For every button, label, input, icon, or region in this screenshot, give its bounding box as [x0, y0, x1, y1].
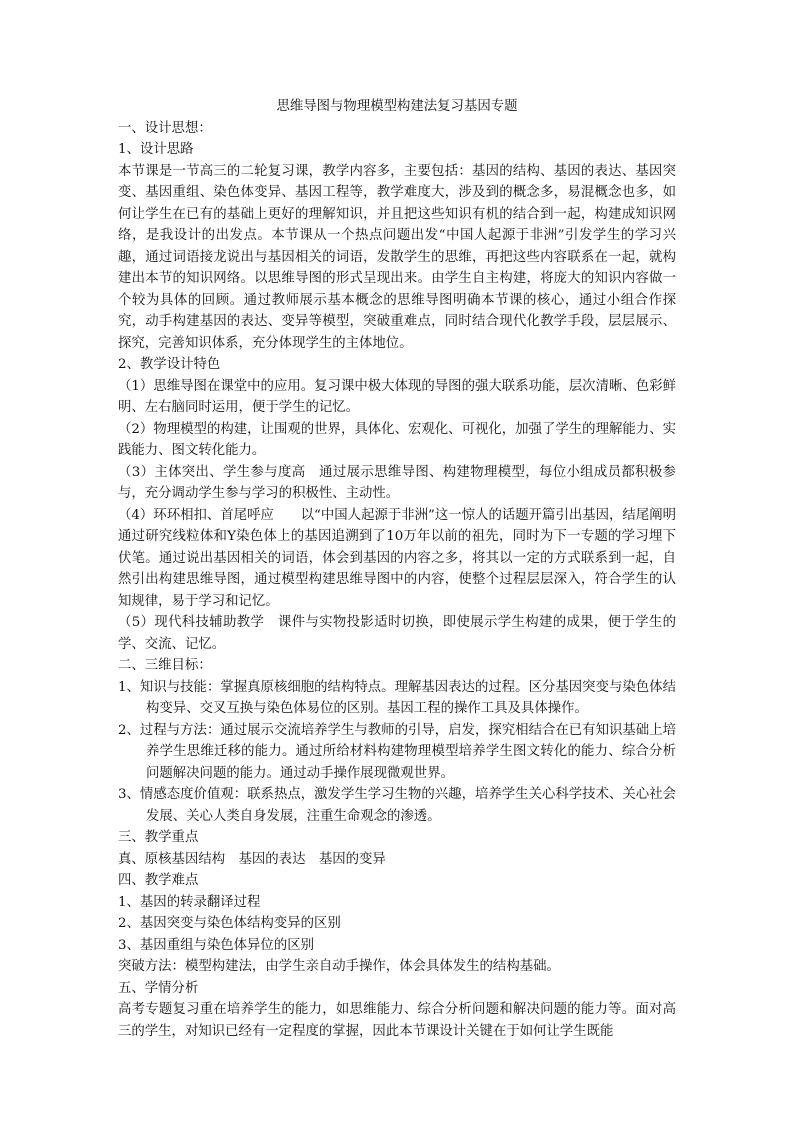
section-4-heading: 四、教学难点 [118, 873, 199, 888]
difficulty-item-2: 2、基因突变与染色体结构变异的区别 [118, 916, 341, 931]
section-1-heading: 一、设计思想： [118, 120, 212, 136]
section-1-paragraph: 本节课是一节高三的二轮复习课，教学内容多，主要包括：基因的结构、基因的表达、基因突变、基因重组、染色体变异、基因工程等，教学难度大，涉及到的概念多，易混概念也多，如何让学生在已有的基础上更好的理解知识，并且把这些知识有机的结合到一起，构建成知识网络，是我设计的出发点。本节课从一个热点问题出发“中国人起源于非洲”引发学生的学习兴趣，通过词语接龙说出与基因相关的词语，发散学生的思维，再把这些内容联系在一起，就构建出本节的知识网络。以思维导图的形式呈现出来。由学生自主构建，将庞大的知识内容做一个较为具体的回顾。通过教师展示基本概念的思维导图明确本节课的核心，通过小组合作探究，动手构建基因的表达、变异等模型，突破重难点，同时结合现代化教学手段，层层展示、探究，完善知识体系，充分体现学生的主体地位。 [118, 163, 676, 351]
feature-item-4: （4）环环相扣、首尾呼应 以“中国人起源于非洲”这一惊人的话题开篇引出基因，结尾阐明通过研究线粒体和Y染色体上的基因追溯到了10万年以前的祖先，同时为下一专题的学习埋下伏笔。通过说出基因相关的词语，体会到基因的内容之多，将其以一定的方式联系到一起，自然引出构建思维导图，通过模型构建思维导图中的内容，使整个过程层层深入，符合学生的认知规律，易于学习和记忆。 [118, 507, 676, 609]
document-page [118, 96, 676, 1042]
section-2-heading: 二、三维目标： [118, 658, 212, 673]
section-3-heading: 三、教学重点 [118, 830, 199, 845]
feature-item-1: （1）思维导图在课堂中的应用。复习课中极大体现的导图的强大联系功能，层次清晰、色彩鲜明、左右脑同时运用，便于学生的记忆。 [118, 378, 676, 415]
goal-item-3: 3、情感态度价值观：联系热点，激发学生学习生物的兴趣，培养学生关心科学技术、关心社会发展、关心人类自身发展，注重生命观念的渗透。 [118, 787, 676, 824]
difficulty-item-1: 1、基因的转录翻译过程 [118, 894, 261, 910]
section-1-subheading-2: 2、教学设计特色 [118, 357, 221, 372]
feature-item-5: （5）现代科技辅助教学 课件与实物投影适时切换，即使展示学生构建的成果，便于学生的学、交流、记忆。 [118, 615, 676, 652]
feature-item-3: （3）主体突出、学生参与度高 通过展示思维导图、构建物理模型，每位小组成员都积极参与，充分调动学生参与学习的积极性、主动性。 [118, 464, 676, 501]
difficulty-item-3: 3、基因重组与染色体异位的区别 [118, 937, 314, 953]
goal-item-1: 1、知识与技能：掌握真原核细胞的结构特点。理解基因表达的过程。区分基因突变与染色体结构变异、交叉互换与染色体易位的区别。基因工程的操作工具及具体操作。 [118, 679, 676, 716]
section-5-heading: 五、学情分析 [118, 980, 199, 996]
section-5-paragraph: 高考专题复习重在培养学生的能力，如思维能力、综合分析问题和解决问题的能力等。面对高三的学生，对知识已经有一定程度的掌握，因此本节课设计关键在于如何让学生既能 [118, 1002, 676, 1039]
section-3-content: 真、原核基因结构 基因的表达 基因的变异 [118, 851, 386, 867]
section-1-subheading-1: 1、设计思路 [118, 142, 194, 157]
document-title: 思维导图与物理模型构建法复习基因专题 [276, 99, 518, 114]
feature-item-2: （2）物理模型的构建，让围观的世界，具体化、宏观化、可视化，加强了学生的理解能力、实践能力、图文转化能力。 [118, 421, 676, 458]
goal-item-2: 2、过程与方法：通过展示交流培养学生与教师的引导，启发，探究相结合在已有知识基础上培养学生思维迁移的能力。通过所给材料构建物理模型培养学生图文转化的能力、综合分析问题解决问题的能力。通过动手操作展现微观世界。 [118, 722, 676, 781]
breakthrough-method: 突破方法：模型构建法，由学生亲自动手操作，体会具体发生的结构基础。 [118, 959, 560, 974]
